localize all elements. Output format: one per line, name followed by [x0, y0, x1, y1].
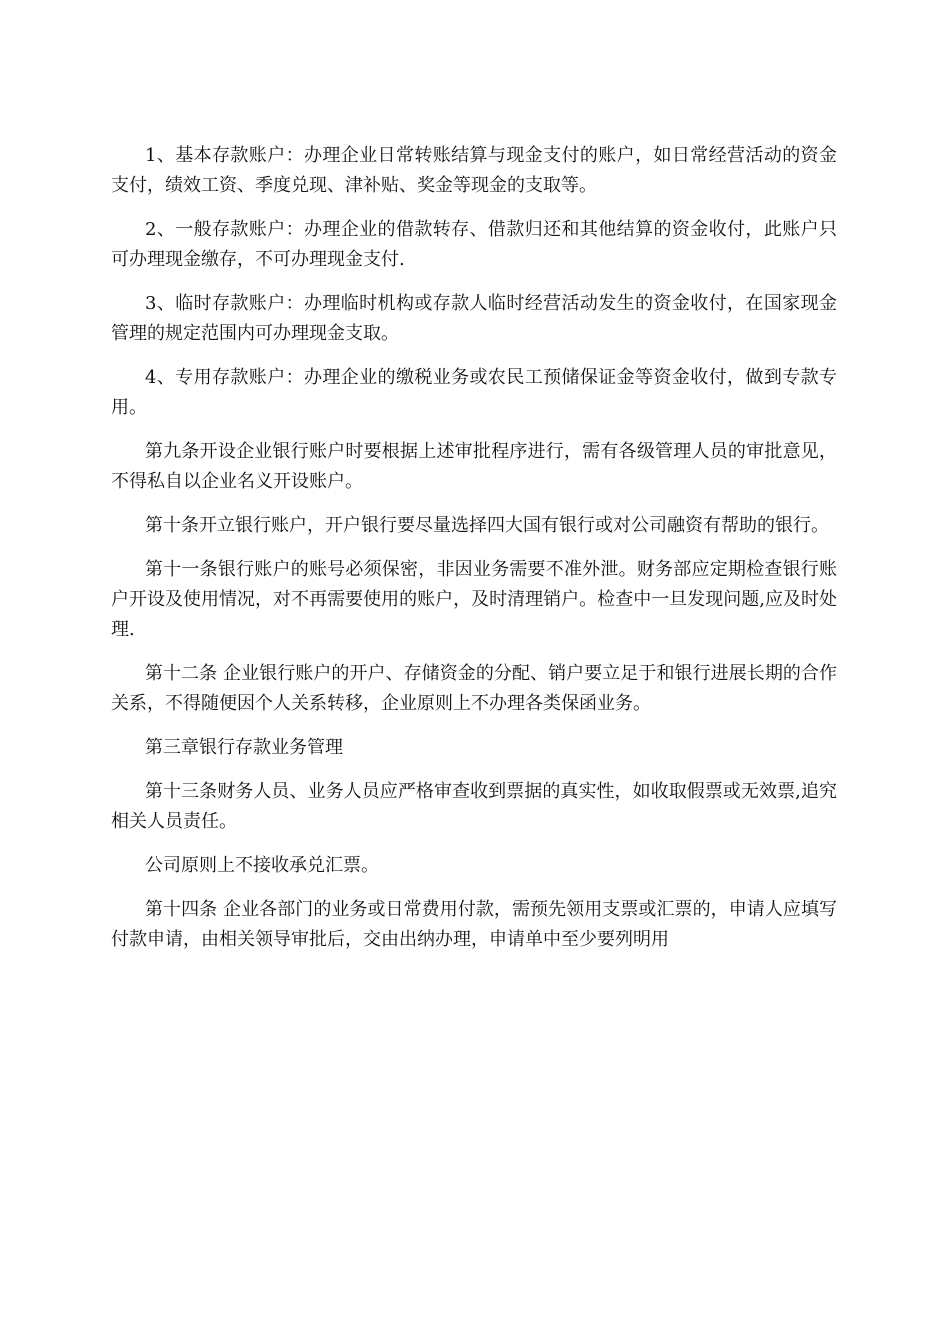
paragraph-special-account: 4、专用存款账户：办理企业的缴税业务或农民工预储保证金等资金收付，做到专款专用。: [111, 367, 837, 418]
paragraph-article-11: 第十一条银行账户的账号必须保密，非因业务需要不准外泄。财务部应定期检查银行账户开设及使用情况，对不再需要使用的账户，及时清理销户。检查中一旦发现问题,应及时处理.: [111, 559, 837, 640]
paragraph-basic-account: 1、基本存款账户：办理企业日常转账结算与现金支付的账户，如日常经营活动的资金支付，绩效工资、季度兑现、津补贴、奖金等现金的支取等。: [111, 145, 837, 196]
paragraph-article-10: 第十条开立银行账户，开户银行要尽量选择四大国有银行或对公司融资有帮助的银行。: [145, 515, 829, 536]
paragraph-article-12: 第十二条 企业银行账户的开户、存储资金的分配、销户要立足于和银行进展长期的合作关系，不得随便因个人关系转移，企业原则上不办理各类保函业务。: [111, 663, 837, 714]
paragraph-acceptance-bill: 公司原则上不接收承兑汇票。: [145, 855, 379, 876]
paragraph-article-14: 第十四条 企业各部门的业务或日常费用付款，需预先领用支票或汇票的，申请人应填写付款申请，由相关领导审批后，交由出纳办理，申请单中至少要列明用: [111, 899, 837, 950]
paragraph-general-account: 2、一般存款账户：办理企业的借款转存、借款归还和其他结算的资金收付，此账户只可办理现金缴存，不可办理现金支付.: [111, 219, 837, 270]
chapter-heading: 第三章银行存款业务管理: [145, 737, 343, 758]
paragraph-article-13: 第十三条财务人员、业务人员应严格审查收到票据的真实性，如收取假票或无效票,追究相关人员责任。: [111, 781, 837, 832]
paragraph-article-9: 第九条开设企业银行账户时要根据上述审批程序进行，需有各级管理人员的审批意见，不得私自以企业名义开设账户。: [111, 441, 837, 492]
paragraph-temporary-account: 3、临时存款账户：办理临时机构或存款人临时经营活动发生的资金收付，在国家现金管理的规定范围内可办理现金支取。: [111, 293, 837, 344]
document-body: [111, 141, 837, 955]
